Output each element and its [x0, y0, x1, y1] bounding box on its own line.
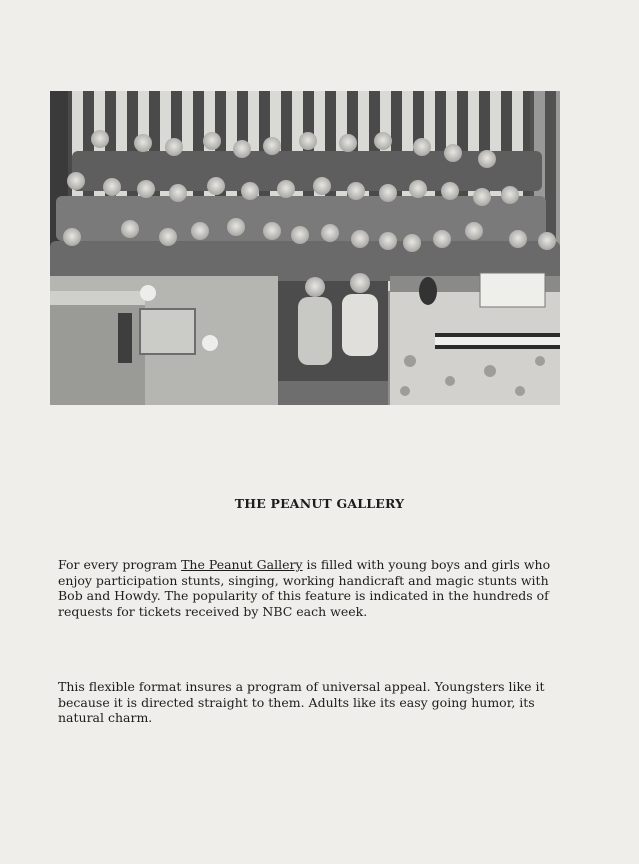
- peanut-gallery-emphasis: The Peanut Gallery: [181, 557, 303, 572]
- section-heading: THE PEANUT GALLERY: [234, 496, 405, 511]
- description-paragraph-2: This flexible format insures a program of universal appeal. Youngsters like it because it is directed straight to them. Adults like its easy going humor, its natural charm.: [58, 679, 545, 726]
- description-paragraph-1: [58, 557, 563, 619]
- paragraph-1-intro: For every program: [58, 557, 182, 572]
- peanut-gallery-photo: [50, 91, 560, 405]
- paragraph-1-body: is filled with young boys and girls who enjoy participation stunts, singing, working handicraft and magic stunts with Bob and Howdy. The popularity of this feature is indicated in the hundreds of requests for tickets received by NBC each week.: [58, 557, 551, 619]
